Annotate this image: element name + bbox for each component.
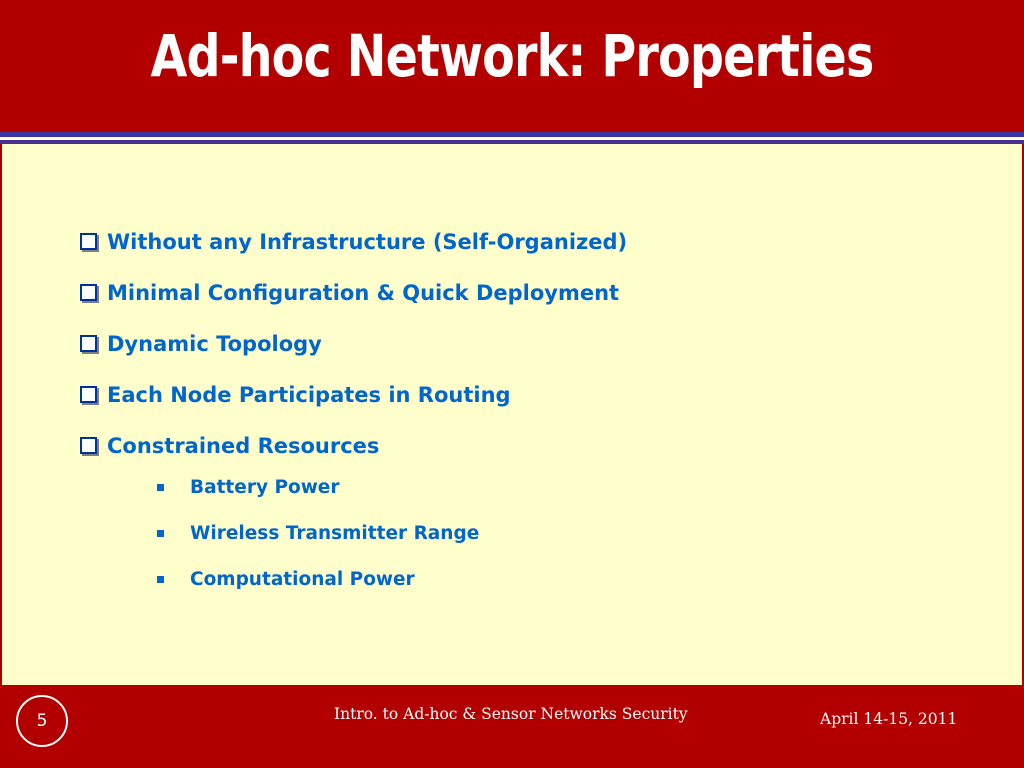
footer-course-title: Intro. to Ad-hoc & Sensor Networks Security xyxy=(334,705,688,723)
bullet-item xyxy=(80,318,627,369)
checkbox-square-icon xyxy=(80,284,97,301)
bullet-text: Each Node Participates in Routing xyxy=(107,382,511,407)
checkbox-square-icon xyxy=(80,233,97,250)
checkbox-square-icon xyxy=(80,386,97,403)
bullet-text: Constrained Resources xyxy=(107,433,380,458)
sub-bullet-text: Computational Power xyxy=(190,568,415,590)
slide-title: Ad-hoc Network: Properties xyxy=(150,22,874,90)
sub-bullet-item xyxy=(157,556,479,602)
bullet-text: Without any Infrastructure (Self-Organized) xyxy=(107,229,628,254)
bullet-item xyxy=(80,369,627,420)
filled-square-icon xyxy=(157,484,164,491)
page-number-badge: 5 xyxy=(16,695,68,747)
sub-bullet-text: Battery Power xyxy=(190,476,340,498)
filled-square-icon xyxy=(157,530,164,537)
sub-bullet-item xyxy=(157,464,479,510)
slide-header xyxy=(0,0,1024,132)
bullet-list xyxy=(80,216,627,471)
bullet-text: Dynamic Topology xyxy=(107,331,322,356)
footer-date: April 14-15, 2011 xyxy=(820,710,958,728)
bullet-text: Minimal Configuration & Quick Deployment xyxy=(107,280,620,305)
sub-bullet-text: Wireless Transmitter Range xyxy=(190,522,480,544)
checkbox-square-icon xyxy=(80,437,97,454)
sub-bullet-item xyxy=(157,510,479,556)
bullet-item xyxy=(80,216,627,267)
sub-bullet-list xyxy=(157,464,479,602)
bullet-item xyxy=(80,267,627,318)
slide-content-area xyxy=(2,144,1022,685)
checkbox-square-icon xyxy=(80,335,97,352)
filled-square-icon xyxy=(157,576,164,583)
